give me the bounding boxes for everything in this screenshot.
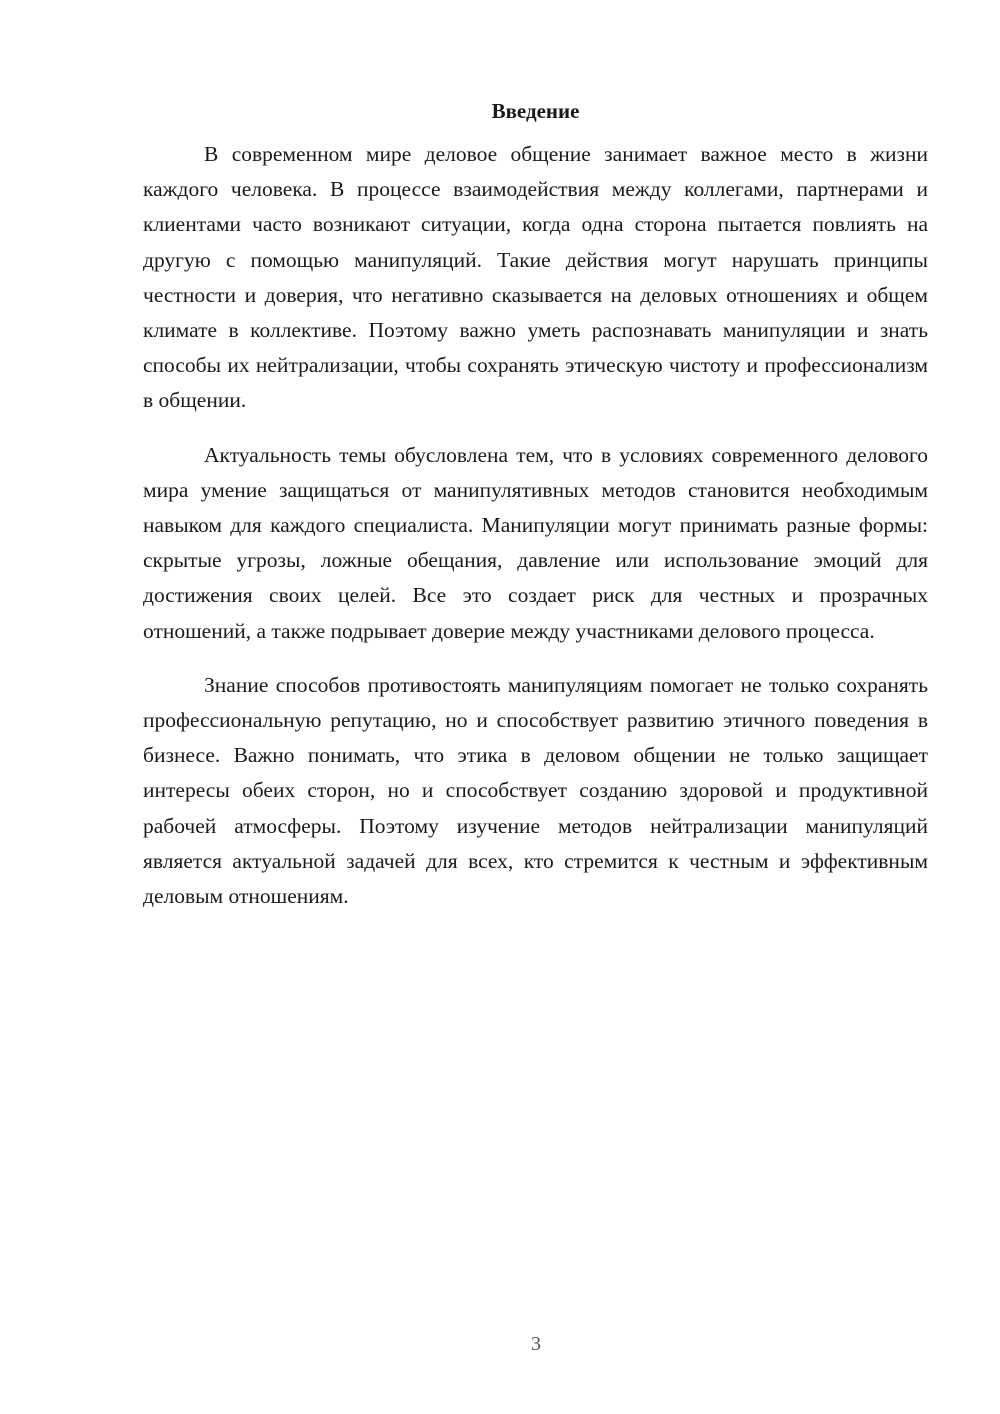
page-number: 3 [531,1333,541,1355]
page-content [143,95,928,933]
section-heading: Введение [491,99,580,123]
paragraph-knowledge: Знание способов противостоять манипуляциям помогает не только сохранять профессиональную репутацию, но и способствует развитию этичного поведения в бизнесе. Важно понимать, что этика в деловом общении не только защищает интересы обеих сторон, но и способствует созданию здоровой и продуктивной рабочей атмосферы. Поэтому изучение методов нейтрализации манипуляций является актуальной задачей для всех, кто стремится к честным и эффективным деловым отношениям. [143,672,928,909]
paragraph-intro: В современном мире деловое общение занимает важное место в жизни каждого человека. В процессе взаимодействия между коллегами, партнерами и клиентами часто возникают ситуации, когда одна сторона пытается повлиять на другую с помощью манипуляций. Такие действия могут нарушать принципы честности и доверия, что негативно сказывается на деловых отношениях и общем климате в коллективе. Поэтому важно уметь распознавать манипуляции и знать способы их нейтрализации, чтобы сохранять этическую чистоту и профессионализм в общении. [143,142,928,413]
paragraph-relevance: Актуальность темы обусловлена тем, что в условиях современного делового мира умение защищаться от манипулятивных методов становится необходимым навыком для каждого специалиста. Манипуляции могут принимать разные формы: скрытые угрозы, ложные обещания, давление или использование эмоций для достижения своих целей. Все это создает риск для честных и прозрачных отношений, а также подрывает доверие между участниками делового процесса. [143,442,928,643]
